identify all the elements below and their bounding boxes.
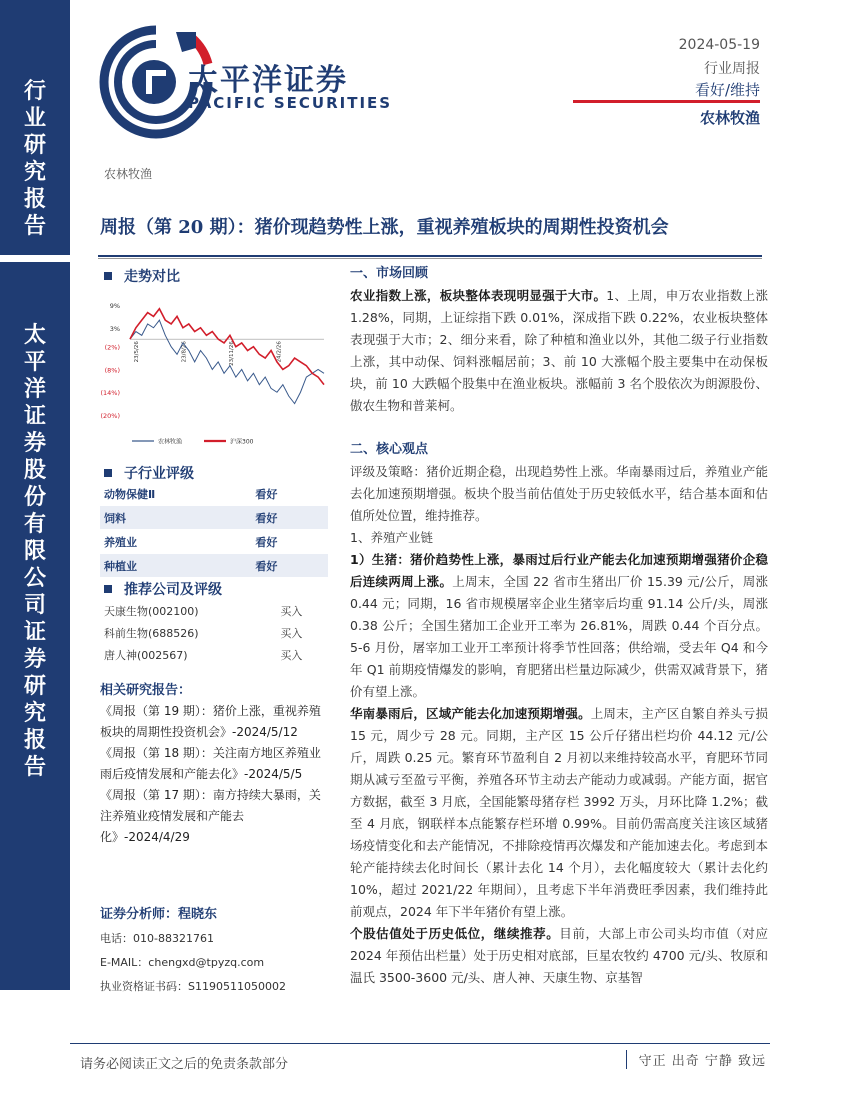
sidebar-char: 证 xyxy=(23,403,46,429)
company-rating: 买入 xyxy=(280,605,303,618)
report-type: 行业周报 xyxy=(704,61,760,77)
sidebar-report-category xyxy=(0,78,70,240)
sidebar-char: 究 xyxy=(23,700,46,726)
sidebar xyxy=(0,0,70,1100)
trend-heading-label: 走势对比 xyxy=(124,269,180,285)
related-report-item[interactable]: 《周报（第 18 期）：关注南方地区养殖业雨后疫情发展和产能去化》-2024/5/5 xyxy=(100,746,321,781)
x-tick-label: 23/8/26 xyxy=(181,341,188,363)
paragraph-lead: 农业指数上涨，板块整体表现明显强于大市。 xyxy=(350,288,607,303)
y-tick-label: (8%) xyxy=(104,366,120,375)
sidebar-char: 告 xyxy=(23,754,46,780)
y-tick-label: (20%) xyxy=(100,412,120,420)
subindustry-name: 饲料 xyxy=(100,506,251,530)
left-column xyxy=(98,265,330,287)
subindustry-heading-label: 子行业评级 xyxy=(124,466,194,482)
y-tick-label: 3% xyxy=(109,324,120,333)
companies-heading xyxy=(98,578,330,600)
sidebar-char: 限 xyxy=(23,538,46,564)
footer-motto: 守正 出奇 宁静 致远 xyxy=(626,1050,766,1069)
companies-heading-label: 推荐公司及评级 xyxy=(124,582,222,598)
subindustry-section xyxy=(98,462,330,484)
y-tick-label: (2%) xyxy=(104,343,120,352)
title-divider-thin xyxy=(98,258,762,259)
related-reports xyxy=(100,680,328,848)
section-heading: 二、核心观点 xyxy=(350,442,429,457)
breadcrumb: 农林牧渔 xyxy=(104,167,153,181)
footer-disclaimer[interactable]: 请务必阅读正文之后的免责条款部分 xyxy=(80,1057,289,1072)
sidebar-char: 公 xyxy=(23,565,46,591)
table-row xyxy=(100,644,328,666)
sidebar-char: 份 xyxy=(23,484,46,510)
related-report-item[interactable]: 《周报（第 17 期）：南方持续大暴雨，关注养殖业疫情发展和产能去化》-2024/4/29 xyxy=(100,788,321,844)
subindustry-rating: 看好 xyxy=(251,482,328,506)
sidebar-char: 究 xyxy=(23,159,46,185)
x-tick-label: 24/2/26 xyxy=(276,341,283,363)
y-tick-label: (14%) xyxy=(100,389,120,398)
paragraph-text: 1、上周，申万农业指数上涨 1.28%，同期，上证综指下跌 0.01%，深成指下跌 0.22%，农业板块整体表现强于大市；2、细分来看，除了种植和渔业以外，其他二级子行业指数上涨，其中动保、饲料涨幅居前；3、前 10 大涨幅个股主要集中在动保板块，前 10 大跌幅个股集中在渔业板块。涨幅前 3 名个股依次为朗源股份、傲农生物和普莱柯。 xyxy=(350,288,768,413)
report-date: 2024-05-19 xyxy=(678,37,760,53)
sidebar-top-band xyxy=(0,0,70,255)
square-bullet-icon xyxy=(104,469,112,477)
paragraph-text: 上周末，全国 22 省市生猪出厂价 15.39 元/公斤，周涨 0.44 元；同期，16 省市规模屠宰企业生猪宰后均重 91.14 公斤/头，周涨 0.38 公斤；全国生猪加工企业开工率为 26.81%，周跌 0.44 个百分点。5-6 月份，屠宰加工业开工率预计将季节性回落；供给端，受去年 Q4 和今年 Q1 前期疫情爆发的影响，育肥猪出栏量边际减少，供需双减背景下，猪价有望上涨。 xyxy=(350,574,768,699)
subindustry-rating: 看好 xyxy=(251,530,328,554)
paragraph-lead: 个股估值处于历史低位，继续推荐。 xyxy=(350,926,560,941)
logo-chinese-name: 太平洋证券 xyxy=(188,63,348,98)
legend-label: 沪深300 xyxy=(230,438,254,446)
sidebar-char: 报 xyxy=(23,186,46,212)
x-tick-label: 23/5/26 xyxy=(134,341,140,363)
sidebar-char: 研 xyxy=(23,673,46,699)
company-name: 天康生物(002100) xyxy=(104,605,199,618)
x-tick-label: 23/11/26 xyxy=(229,341,236,366)
subindustry-rating: 看好 xyxy=(251,554,328,578)
footer-divider xyxy=(70,1043,770,1044)
trend-heading xyxy=(98,265,330,287)
table-row xyxy=(100,506,328,530)
analyst-email[interactable]: E-MAIL：chengxd@tpyzq.com xyxy=(100,956,265,969)
square-bullet-icon xyxy=(104,585,112,593)
table-row xyxy=(100,554,328,578)
sidebar-char: 告 xyxy=(23,213,46,239)
company-name: 科前生物(688526) xyxy=(104,627,199,640)
industry-name: 农林牧渔 xyxy=(699,109,760,127)
related-report-item[interactable]: 《周报（第 19 期）：猪价上涨，重视养殖板块的周期性投资机会》-2024/5/12 xyxy=(100,704,321,739)
sidebar-char: 券 xyxy=(23,646,46,672)
companies-table xyxy=(100,600,328,666)
company-rating: 买入 xyxy=(280,649,303,662)
subindustry-name: 种植业 xyxy=(100,554,251,578)
sidebar-char: 业 xyxy=(23,105,46,131)
analyst-info xyxy=(100,903,328,999)
trend-chart xyxy=(98,295,330,450)
sidebar-char: 券 xyxy=(23,430,46,456)
report-title: 周报（第 20 期）：猪价现趋势性上涨，重视养殖板块的周期性投资机会 xyxy=(100,217,669,238)
subindustry-name: 养殖业 xyxy=(100,530,251,554)
sidebar-char: 证 xyxy=(23,619,46,645)
related-heading: 相关研究报告： xyxy=(100,683,192,698)
analyst-phone: 电话：010-88321761 xyxy=(100,932,214,945)
sidebar-char: 平 xyxy=(23,349,46,375)
logo-english-name: PACIFIC SECURITIES xyxy=(188,94,393,112)
sidebar-char: 太 xyxy=(23,322,46,348)
sidebar-company-name xyxy=(0,322,70,781)
series-line xyxy=(130,320,324,403)
paragraph xyxy=(350,549,768,703)
sidebar-bottom-band xyxy=(0,262,70,990)
paragraph: 1、养殖产业链 xyxy=(350,530,433,545)
analyst-heading: 证券分析师：程晓东 xyxy=(100,907,218,922)
title-divider xyxy=(98,255,762,257)
company-name: 唐人神(002567) xyxy=(104,649,188,662)
sidebar-char: 股 xyxy=(23,457,46,483)
subindustry-rating: 看好 xyxy=(251,506,328,530)
table-row xyxy=(100,600,328,622)
paragraph: 评级及策略：猪价近期企稳，出现趋势性上涨。华南暴雨过后，养殖业产能去化加速预期增强。板块个股当前估值处于历史较低水平，结合基本面和估值所处位置，维持推荐。 xyxy=(350,464,768,523)
section-heading: 一、市场回顾 xyxy=(350,266,429,281)
companies-section xyxy=(98,578,330,600)
paragraph xyxy=(350,923,768,989)
subindustry-table xyxy=(100,482,328,578)
sidebar-char: 报 xyxy=(23,727,46,753)
sidebar-char: 司 xyxy=(23,592,46,618)
paragraph-lead: 华南暴雨后，区域产能去化加速预期增强。 xyxy=(350,706,591,721)
subindustry-name: 动物保健Ⅱ xyxy=(100,482,251,506)
company-rating: 买入 xyxy=(280,627,303,640)
industry-rating: 看好/维持 xyxy=(694,81,760,99)
sidebar-char: 有 xyxy=(23,511,46,537)
square-bullet-icon xyxy=(104,272,112,280)
subindustry-heading xyxy=(98,462,330,484)
paragraph-text: 上周末，主产区自繁自养头亏损 15 元，周少亏 28 元。同期，主产区 15 公斤仔猪出栏均价 44.12 元/公斤，周跌 0.25 元。繁育环节盈利自 2 月初以来维持较高水平，育肥环节同期从减亏至盈亏平衡，养殖各环节主动去产能动力或减弱。产能方面，据官方数据，截至 3 月底，全国能繁母猪存栏 3992 万头，月环比降 1.2%；截至 4 月底，钢联样本点能繁存栏环增 0.99%。目前仍需高度关注该区域猪场疫情变化和去产能情况，不排除疫情再次爆发和产能加速去化。考虑到本轮产能持续去化时间长（累计去化 14 个月），去化幅度较大（累计去化约 10%，超过 2021/22 年期间），且考虑下半年消费旺季因素，我们维持此前观点，2024 年下半年猪价有望上涨。 xyxy=(350,706,768,919)
header-divider xyxy=(573,100,760,103)
table-row xyxy=(100,622,328,644)
analyst-license: 执业资格证书码：S1190511050002 xyxy=(100,980,286,993)
table-row xyxy=(100,482,328,506)
paragraph xyxy=(350,285,768,417)
paragraph-text: 目前，大部上市公司头均市值（对应 2024 年预估出栏量）处于历史相对底部，巨星农牧约 4700 元/头、牧原和温氏 3500-3600 元/头、唐人神、天康生物、京基智 xyxy=(350,926,768,985)
sidebar-char: 研 xyxy=(23,132,46,158)
sidebar-char: 行 xyxy=(23,78,46,104)
paragraph-lead: 1）生猪：猪价趋势性上涨，暴雨过后行业产能去化加速预期增强猪价企稳后连续两周上涨。 xyxy=(350,552,768,589)
sidebar-char: 洋 xyxy=(23,376,46,402)
y-tick-label: 9% xyxy=(109,302,120,310)
main-body xyxy=(350,263,768,989)
paragraph xyxy=(350,703,768,923)
legend-label: 农林牧渔 xyxy=(158,438,183,446)
table-row xyxy=(100,530,328,554)
